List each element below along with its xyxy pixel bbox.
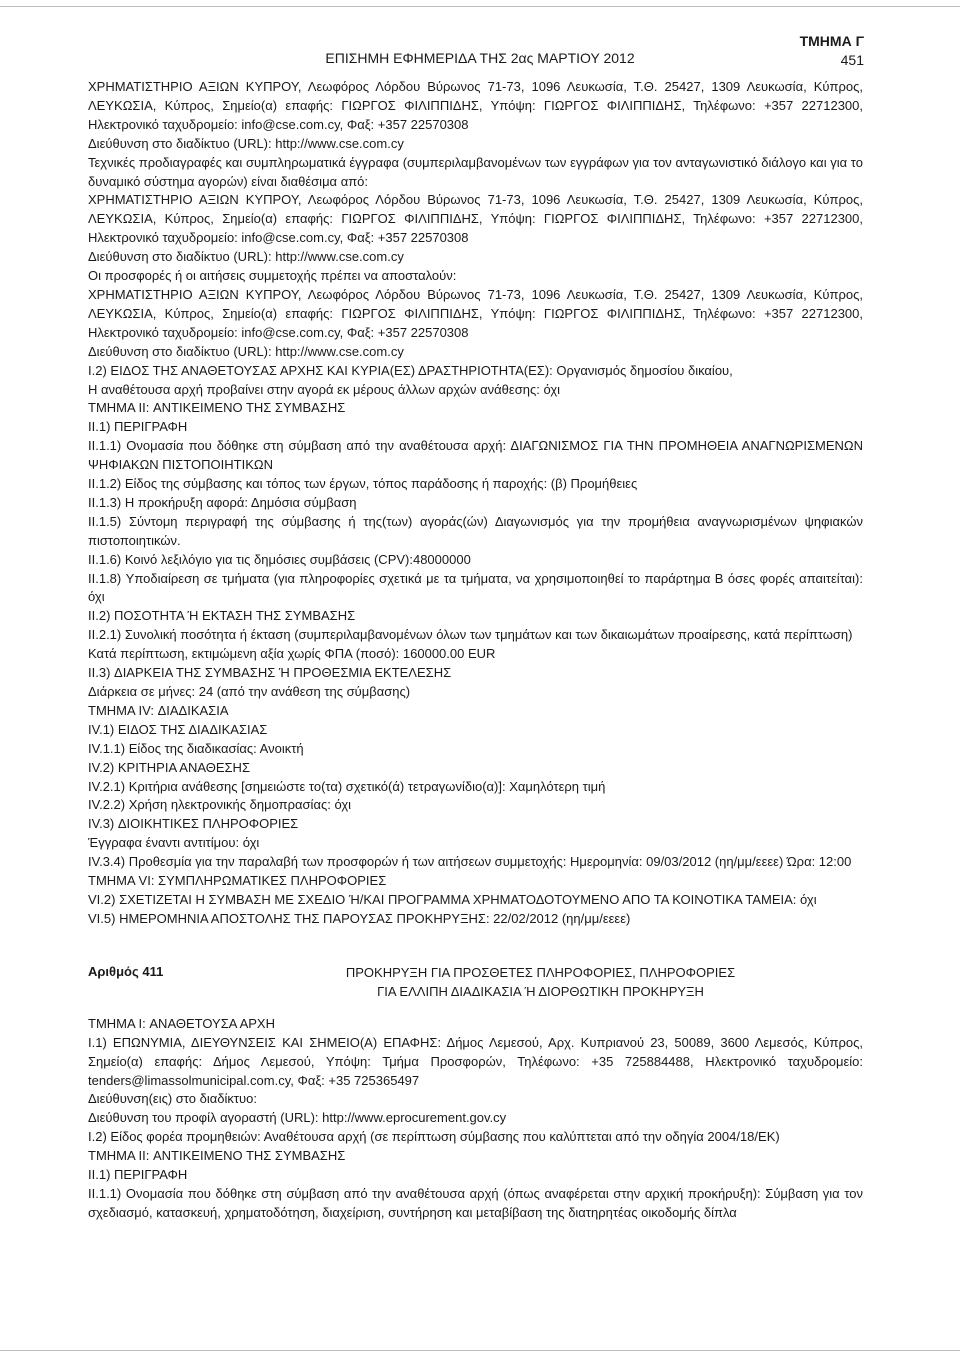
paragraph: Διεύθυνση στο διαδίκτυο (URL): http://www.cse.com.cy xyxy=(88,135,404,151)
paragraph: Οι προσφορές ή οι αιτήσεις συμμετοχής πρέπει να αποσταλούν: xyxy=(88,268,457,284)
paragraph: I.2) Είδος φορέα προμηθειών: Αναθέτουσα αρχή (σε περίπτωση σύμβασης που καλύπτεται από την οδηγία 2004/18/ΕΚ) xyxy=(88,1129,780,1145)
paragraph: II.1.1) Ονομασία που δόθηκε στη σύμβαση από την αναθέτουσα αρχή: ΔΙΑΓΩΝΙΣΜΟΣ ΓΙΑ ΤΗΝ ΠΡΟΜΗΘΕΙΑ ΑΝΑΓΝΩΡΙΣΜΕΝΩΝ ΨΗΦΙΑΚΩΝ ΠΙΣΤΟΠΟΙΗΤΙΚΩΝ xyxy=(88,438,863,473)
paragraph: Έγγραφα έναντι αντιτίμου: όχι xyxy=(88,835,260,851)
paragraph: ΤΜΗΜΑ II: ΑΝΤΙΚΕΙΜΕΝΟ ΤΗΣ ΣΥΜΒΑΣΗΣ xyxy=(88,1148,346,1164)
paragraph: II.1.5) Σύντομη περιγραφή της σύμβασης ή της(των) αγοράς(ών) Διαγωνισμός για την προμήθεια αναγνωρισμένων ψηφιακών πιστοποιητικών. xyxy=(88,513,863,548)
paragraph: Η αναθέτουσα αρχή προβαίνει στην αγορά εκ μέρους άλλων αρχών ανάθεσης: όχι xyxy=(88,381,561,397)
paragraph: ΧΡΗΜΑΤΙΣΤΗΡΙΟ ΑΞΙΩΝ ΚΥΠΡΟΥ, Λεωφόρος Λόρδου Βύρωνος 71-73, 1096 Λευκωσία, Τ.Θ. 25427, 1309 Λευκωσία, Κύπρος, ΛΕΥΚΩΣΙΑ, Κύπρος, Σημείο(α) επαφής: ΓΙΩΡΓΟΣ ΦΙΛΙΠΠΙΔΗΣ, Υπόψη: ΓΙΩΡΓΟΣ ΦΙΛΙΠΠΙΔΗΣ, Τηλέφωνο: +357 22712300, Ηλεκτρονικό ταχυδρομείο: info@cse.com.cy, Φαξ: +357 22570308 xyxy=(88,286,863,340)
notice-title-line: ΠΡΟΚΗΡΥΞΗ ΓΙΑ ΠΡΟΣΘΕΤΕΣ ΠΛΗΡΟΦΟΡΙΕΣ, ΠΛΗΡΟΦΟΡΙΕΣ xyxy=(345,964,736,980)
paragraph: Διεύθυνση(εις) στο διαδίκτυο: xyxy=(88,1091,257,1107)
notice-title xyxy=(238,963,863,1001)
notice-number: Αριθμός 411 xyxy=(88,963,164,979)
paragraph: IV.1) ΕΙΔΟΣ ΤΗΣ ΔΙΑΔΙΚΑΣΙΑΣ xyxy=(88,721,268,737)
paragraph: II.1.8) Υποδιαίρεση σε τμήματα (για πληροφορίες σχετικά με τα τμήματα, να χρησιμοποιηθεί το παράρτημα Β όσες φορές απαιτείται): όχι xyxy=(88,570,863,605)
notice-410-continuation xyxy=(88,78,863,929)
paragraph: II.1) ΠΕΡΙΓΡΑΦΗ xyxy=(88,1167,188,1183)
paragraph: II.1.3) Η προκήρυξη αφορά: Δημόσια σύμβαση xyxy=(88,494,357,510)
paragraph: IV.2.2) Χρήση ηλεκτρονικής δημοπρασίας: όχι xyxy=(88,797,352,813)
paragraph: IV.1.1) Είδος της διαδικασίας: Ανοικτή xyxy=(88,740,304,756)
paragraph: IV.3.4) Προθεσμία για την παραλαβή των προσφορών ή των αιτήσεων συμμετοχής: Ημερομηνία: 09/03/2012 (ηη/μμ/εεεε) Ώρα: 12:00 xyxy=(88,854,852,870)
notice-411-body xyxy=(88,1015,863,1223)
paragraph: II.2.1) Συνολική ποσότητα ή έκταση (συμπεριλαμβανομένων όλων των τμημάτων και των δικαιωμάτων προαίρεσης, κατά περίπτωση) xyxy=(88,627,853,643)
paragraph: Διάρκεια σε μήνες: 24 (από την ανάθεση της σύμβασης) xyxy=(88,684,411,699)
paragraph: II.1.2) Είδος της σύμβασης και τόπος των έργων, τόπος παράδοσης ή παροχής: (β) Προμήθειες xyxy=(88,476,638,492)
page-number: 451 xyxy=(840,52,864,68)
paragraph: II.1.1) Ονομασία που δόθηκε στη σύμβαση από την αναθέτουσα αρχή (όπως αναφέρεται στην αρχική προκήρυξη): Σύμβαση για τον σχεδιασμό, κατασκευή, χρηματοδότηση, διαχείριση, συντήρηση και μεταβίβαση της διατηρητέας οικοδομής δίπλα xyxy=(88,1185,863,1220)
notice-heading xyxy=(88,963,863,1001)
paragraph: I.1) ΕΠΩΝΥΜΙΑ, ΔΙΕΥΘΥΝΣΕΙΣ ΚΑΙ ΣΗΜΕΙΟ(Α) ΕΠΑΦΗΣ: Δήμος Λεμεσού, Αρχ. Κυπριανού 23, 50089, 3600 Λεμεσός, Κύπρος, Σημείο(α) επαφής: Δήμος Λεμεσού, Υπόψη: Τμήμα Προσφορών, Τηλέφωνο: +35 725884488, Ηλεκτρονικό ταχυδρομείο: tenders@limassolmunicipal.com.cy, Φαξ: +35 725365497 xyxy=(88,1034,863,1088)
paragraph: Τεχνικές προδιαγραφές και συμπληρωματικά έγγραφα (συμπεριλαμβανομένων των εγγράφων για τον ανταγωνιστικό διάλογο και για το δυναμικό σύστημα αγορών) είναι διαθέσιμα από: xyxy=(88,154,863,189)
paragraph: Κατά περίπτωση, εκτιμώμενη αξία χωρίς ΦΠΑ (ποσό): 160000.00 EUR xyxy=(88,646,496,662)
paragraph: II.2) ΠΟΣΟΤΗΤΑ Ή ΕΚΤΑΣΗ ΤΗΣ ΣΥΜΒΑΣΗΣ xyxy=(88,608,356,624)
top-rule xyxy=(0,6,960,7)
paragraph: ΤΜΗΜΑ IV: ΔΙΑΔΙΚΑΣΙΑ xyxy=(88,702,229,718)
paragraph: VI.2) ΣΧΕΤΙΖΕΤΑΙ Η ΣΥΜΒΑΣΗ ΜΕ ΣΧΕΔΙΟ Ή/ΚΑΙ ΠΡΟΓΡΑΜΜΑ ΧΡΗΜΑΤΟΔΟΤΟΥΜΕΝΟ ΑΠΟ ΤΑ ΚΟΙΝΟΤΙΚΑ ΤΑΜΕΙΑ: όχι xyxy=(88,891,817,907)
notice-title-line: ΓΙΑ ΕΛΛΙΠΗ ΔΙΑΔΙΚΑΣΙΑ Ή ΔΙΟΡΘΩΤΙΚΗ ΠΡΟΚΗΡΥΞΗ xyxy=(377,983,704,999)
paragraph: IV.2) ΚΡΙΤΗΡΙΑ ΑΝΑΘΕΣΗΣ xyxy=(88,759,250,775)
paragraph: Διεύθυνση στο διαδίκτυο (URL): http://www.cse.com.cy xyxy=(88,249,404,265)
paragraph: ΤΜΗΜΑ VI: ΣΥΜΠΛΗΡΩΜΑΤΙΚΕΣ ΠΛΗΡΟΦΟΡΙΕΣ xyxy=(88,873,387,889)
bottom-rule xyxy=(0,1350,960,1351)
paragraph: I.2) ΕΙΔΟΣ ΤΗΣ ΑΝΑΘΕΤΟΥΣΑΣ ΑΡΧΗΣ ΚΑΙ ΚΥΡΙΑ(ΕΣ) ΔΡΑΣΤΗΡΙΟΤΗΤΑ(ΕΣ): Οργανισμός δημοσίου δικαίου, xyxy=(88,362,733,378)
paragraph: Διεύθυνση στο διαδίκτυο (URL): http://www.cse.com.cy xyxy=(88,343,404,359)
paragraph: Διεύθυνση του προφίλ αγοραστή (URL): http://www.eprocurement.gov.cy xyxy=(88,1110,507,1126)
paragraph: II.1) ΠΕΡΙΓΡΑΦΗ xyxy=(88,419,188,435)
section-title: ΤΜΗΜΑ Γ xyxy=(799,33,864,49)
gazette-title: ΕΠΙΣΗΜΗ ΕΦΗΜΕΡΙΔΑ ΤΗΣ 2ας ΜΑΡΤΙΟΥ 2012 xyxy=(325,50,635,66)
paragraph: IV.2.1) Κριτήρια ανάθεσης [σημειώστε το(τα) σχετικό(ά) τετραγωνίδιο(α)]: Χαμηλότερη τιμή xyxy=(88,778,606,794)
paragraph: VI.5) ΗΜΕΡΟΜΗΝΙΑ ΑΠΟΣΤΟΛΗΣ ΤΗΣ ΠΑΡΟΥΣΑΣ ΠΡΟΚΗΡΥΞΗΣ: 22/02/2012 (ηη/μμ/εεεε) xyxy=(88,910,631,926)
paragraph: IV.3) ΔΙΟΙΚΗΤΙΚΕΣ ΠΛΗΡΟΦΟΡΙΕΣ xyxy=(88,816,299,832)
paragraph: ΤΜΗΜΑ II: ΑΝΤΙΚΕΙΜΕΝΟ ΤΗΣ ΣΥΜΒΑΣΗΣ xyxy=(88,400,346,416)
paragraph: ΤΜΗΜΑ I: ΑΝΑΘΕΤΟΥΣΑ ΑΡΧΗ xyxy=(88,1015,275,1031)
paragraph: ΧΡΗΜΑΤΙΣΤΗΡΙΟ ΑΞΙΩΝ ΚΥΠΡΟΥ, Λεωφόρος Λόρδου Βύρωνος 71-73, 1096 Λευκωσία, Τ.Θ. 25427, 1309 Λευκωσία, Κύπρος, ΛΕΥΚΩΣΙΑ, Κύπρος, Σημείο(α) επαφής: ΓΙΩΡΓΟΣ ΦΙΛΙΠΠΙΔΗΣ, Υπόψη: ΓΙΩΡΓΟΣ ΦΙΛΙΠΠΙΔΗΣ, Τηλέφωνο: +357 22712300, Ηλεκτρονικό ταχυδρομείο: info@cse.com.cy, Φαξ: +357 22570308 xyxy=(88,192,863,246)
paragraph: ΧΡΗΜΑΤΙΣΤΗΡΙΟ ΑΞΙΩΝ ΚΥΠΡΟΥ, Λεωφόρος Λόρδου Βύρωνος 71-73, 1096 Λευκωσία, Τ.Θ. 25427, 1309 Λευκωσία, Κύπρος, ΛΕΥΚΩΣΙΑ, Κύπρος, Σημείο(α) επαφής: ΓΙΩΡΓΟΣ ΦΙΛΙΠΠΙΔΗΣ, Υπόψη: ΓΙΩΡΓΟΣ ΦΙΛΙΠΠΙΔΗΣ, Τηλέφωνο: +357 22712300, Ηλεκτρονικό ταχυδρομείο: info@cse.com.cy, Φαξ: +357 22570308 xyxy=(88,79,863,132)
document-body xyxy=(88,78,863,1223)
paragraph: II.1.6) Κοινό λεξιλόγιο για τις δημόσιες συμβάσεις (CPV):48000000 xyxy=(88,551,471,567)
paragraph: II.3) ΔΙΑΡΚΕΙΑ ΤΗΣ ΣΥΜΒΑΣΗΣ Ή ΠΡΟΘΕΣΜΙΑ ΕΚΤΕΛΕΣΗΣ xyxy=(88,665,452,681)
